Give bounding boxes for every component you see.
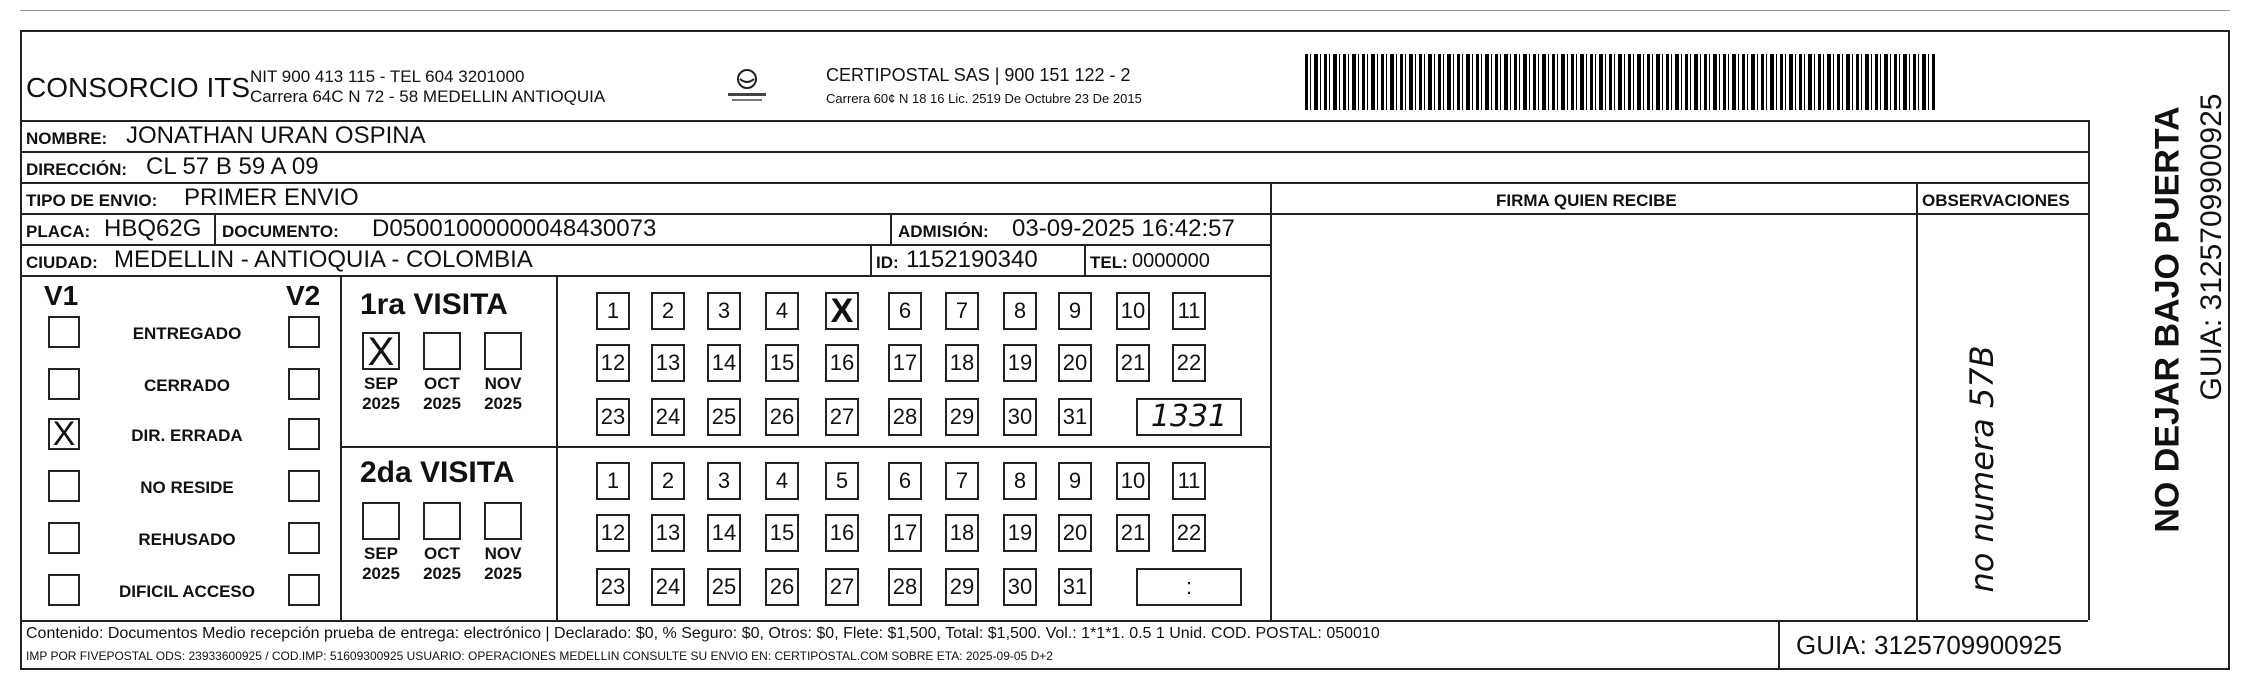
admision-label: ADMISIÓN: [898,222,989,241]
footer-imp: IMP POR FIVEPOSTAL ODS: 23933600925 / COD.IMP: 51609300925 USUARIO: OPERACIONES MEDELLIN CONSULTE SU ENVIO EN: CERTIPOSTAL.COM SOBRE ETA: 2025-09-05 D+2 [26,649,1053,663]
visit1-day-box[interactable]: 19 [1003,344,1037,382]
nombre-value: JONATHAN URAN OSPINA [126,122,426,149]
visit1-day-box[interactable]: 27 [825,398,859,436]
month-year: 2025 [362,563,400,583]
side-guia: GUIA: 3125709900925 [2195,93,2228,401]
v1-checkbox[interactable] [48,522,80,554]
visit1-month-checkbox[interactable] [362,330,400,374]
visit1-day-box[interactable]: 30 [1003,398,1037,436]
visit1-month-checkbox[interactable] [484,332,522,370]
visit1-day-box[interactable]: 9 [1058,292,1092,330]
visit1-day-box[interactable]: 7 [945,292,979,330]
visit1-day-box[interactable]: 12 [596,344,630,382]
visit1-month-checkbox[interactable] [423,332,461,370]
visit1-day-box[interactable]: 22 [1172,344,1206,382]
visit2-day-box[interactable]: 24 [651,568,685,606]
id-label: ID: [876,253,899,272]
visit1-day-box[interactable]: 26 [765,398,799,436]
visit2-day-box[interactable]: 12 [596,514,630,552]
visit1-day-box[interactable]: 15 [765,344,799,382]
visit2-day-box[interactable]: 29 [945,568,979,606]
visit2-day-box[interactable]: 14 [707,514,741,552]
status-label: REHUSADO [138,530,236,549]
visit2-day-box[interactable]: 28 [888,568,922,606]
v1-checkbox[interactable] [48,470,80,502]
visit2-month-checkbox[interactable] [362,502,400,540]
admision-value: 03-09-2025 16:42:57 [1012,215,1235,242]
postal-name: CERTIPOSTAL SAS | 900 151 122 - 2 [826,65,1131,85]
visit1-day-box[interactable]: 4 [765,292,799,330]
visit1-day-box[interactable]: 29 [945,398,979,436]
visit2-day-box[interactable]: 6 [888,462,922,500]
status-label: DIR. ERRADA [131,426,243,445]
month-year: 2025 [423,393,461,413]
tel-value: 0000000 [1132,250,1210,272]
visit1-day-box[interactable]: 6 [888,292,922,330]
v2-checkbox[interactable] [288,522,320,554]
month-name: OCT [424,374,460,393]
visit1-day-box[interactable]: 14 [707,344,741,382]
status-label: NO RESIDE [140,478,234,497]
documento-label: DOCUMENTO: [222,222,339,241]
visit2-day-box[interactable]: 3 [707,462,741,500]
visit1-time-box[interactable]: 1331 [1136,398,1242,436]
visit1-day-box[interactable]: 24 [651,398,685,436]
visit2-day-box[interactable]: 19 [1003,514,1037,552]
tipo-envio-value: PRIMER ENVIO [184,184,359,211]
visit1-day-box[interactable]: 3 [707,292,741,330]
visit2-day-box[interactable]: 8 [1003,462,1037,500]
visit2-day-box[interactable]: 20 [1058,514,1092,552]
month-year: 2025 [484,393,522,413]
visit2-day-box[interactable]: 22 [1172,514,1206,552]
visit2-day-box[interactable]: 4 [765,462,799,500]
visit1-day-box[interactable]: 8 [1003,292,1037,330]
v2-checkbox[interactable] [288,574,320,606]
placa-label: PLACA: [26,222,91,241]
visit2-month-label [475,544,531,583]
visit2-day-box[interactable]: 2 [651,462,685,500]
visit1-day-box[interactable]: 28 [888,398,922,436]
v2-checkbox[interactable] [288,418,320,450]
checkmark-x: X [830,292,854,330]
visit2-month-checkbox[interactable] [423,502,461,540]
company-address: Carrera 64C N 72 - 58 MEDELLIN ANTIOQUIA [250,87,606,106]
ciudad-label: CIUDAD: [26,253,98,272]
visit2-day-box[interactable]: 15 [765,514,799,552]
month-name: SEP [363,544,399,563]
postal-address: Carrera 60¢ N 18 16 Lic. 2519 De Octubre 23 De 2015 [826,91,1142,106]
v2-checkbox[interactable] [288,470,320,502]
visit1-day-box[interactable]: 18 [945,344,979,382]
month-year: 2025 [423,563,461,583]
visit2-day-box[interactable]: 5 [825,462,859,500]
status-label: CERRADO [144,376,230,395]
visit1-day-box[interactable]: 31 [1058,398,1092,436]
v1-label: V1 [44,280,79,311]
visit1-day-box[interactable]: 10 [1116,292,1150,330]
v2-checkbox[interactable] [288,316,320,348]
visit1-day-box[interactable]: 25 [707,398,741,436]
nombre-label: NOMBRE: [26,129,108,148]
observaciones-handwriting: no numera 57B [1963,345,2001,593]
id-value: 1152190340 [906,246,1038,273]
visit1-day-box[interactable] [825,292,859,330]
visit2-day-box[interactable]: 26 [765,568,799,606]
visit1-day-box[interactable]: 21 [1116,344,1150,382]
visit2-day-box[interactable]: 30 [1003,568,1037,606]
checkmark-x: X [367,330,395,374]
direccion-label: DIRECCIÓN: [26,160,128,179]
month-year: 2025 [484,563,522,583]
visit2-day-box[interactable]: 9 [1058,462,1092,500]
visit2-day-box[interactable]: 23 [596,568,630,606]
visit1-day-box[interactable]: 20 [1058,344,1092,382]
visit2-day-box[interactable]: 17 [888,514,922,552]
checkmark-x: X [52,415,76,453]
month-name: OCT [424,544,460,563]
footer-contenido: Contenido: Documentos Medio recepción prueba de entrega: electrónico | Declarado: $0, % Seguro: $0, Otros: $0, Flete: $1,500, Total: $1,500. Vol.: 1*1*1. 0.5 1 Unid. COD. POSTAL: 050010 [26,625,1380,642]
visit2-day-box[interactable]: 25 [707,568,741,606]
visit1-title: 1ra VISITA [360,288,508,321]
ciudad-value: MEDELLIN - ANTIOQUIA - COLOMBIA [114,246,533,273]
v2-label: V2 [286,280,321,311]
visit1-month-label [414,374,470,413]
visit2-day-box[interactable]: 18 [945,514,979,552]
placa-value: HBQ62G [104,215,202,242]
visit2-time-box[interactable]: : [1136,568,1242,606]
visit1-day-box[interactable]: 2 [651,292,685,330]
status-label: DIFICIL ACCESO [118,582,255,601]
v1-checkbox[interactable] [48,574,80,606]
visit2-day-box[interactable]: 7 [945,462,979,500]
certipostal-logo [722,66,772,106]
visit2-day-box[interactable]: 27 [825,568,859,606]
tipo-envio-label: TIPO DE ENVIO: [26,191,158,210]
month-year: 2025 [362,393,400,413]
visit2-day-box[interactable]: 13 [651,514,685,552]
visit2-month-label [353,544,409,583]
visit2-day-box[interactable]: 10 [1116,462,1150,500]
company-nit: NIT 900 413 115 - TEL 604 3201000 [250,67,525,86]
month-name: SEP [363,374,399,393]
v2-checkbox[interactable] [288,368,320,400]
visit2-day-box[interactable]: 16 [825,514,859,552]
visit2-day-box[interactable]: 21 [1116,514,1150,552]
visit1-day-box[interactable]: 13 [651,344,685,382]
visit2-month-checkbox[interactable] [484,502,522,540]
visit1-day-box[interactable]: 23 [596,398,630,436]
firma-label: FIRMA QUIEN RECIBE [1496,191,1677,210]
visit2-day-box[interactable]: 11 [1172,462,1206,500]
visit1-day-box[interactable]: 11 [1172,292,1206,330]
company-name: CONSORCIO ITS [26,72,251,103]
visit1-month-label [475,374,531,413]
barcode [1305,54,1935,110]
observaciones-label: OBSERVACIONES [1922,191,2070,210]
month-name: NOV [484,544,522,563]
v1-checkbox[interactable] [48,368,80,400]
v1-checkbox[interactable] [48,415,80,453]
footer-guia: GUIA: 3125709900925 [1796,630,2062,660]
visit2-month-label [414,544,470,583]
visit1-day-box[interactable]: 1 [596,292,630,330]
visit2-title: 2da VISITA [360,456,515,489]
visit1-month-label [353,374,409,413]
tel-label: TEL: [1090,253,1128,272]
visit2-day-box[interactable]: 31 [1058,568,1092,606]
status-label: ENTREGADO [132,324,242,343]
visit1-day-box[interactable]: 16 [825,344,859,382]
v1-checkbox[interactable] [48,316,80,348]
side-warning: NO DEJAR BAJO PUERTA [2148,106,2187,533]
month-name: NOV [484,374,522,393]
visit1-day-box[interactable]: 17 [888,344,922,382]
direccion-value: CL 57 B 59 A 09 [146,153,319,180]
documento-value: D05001000000048430073 [372,215,657,242]
visit2-day-box[interactable]: 1 [596,462,630,500]
